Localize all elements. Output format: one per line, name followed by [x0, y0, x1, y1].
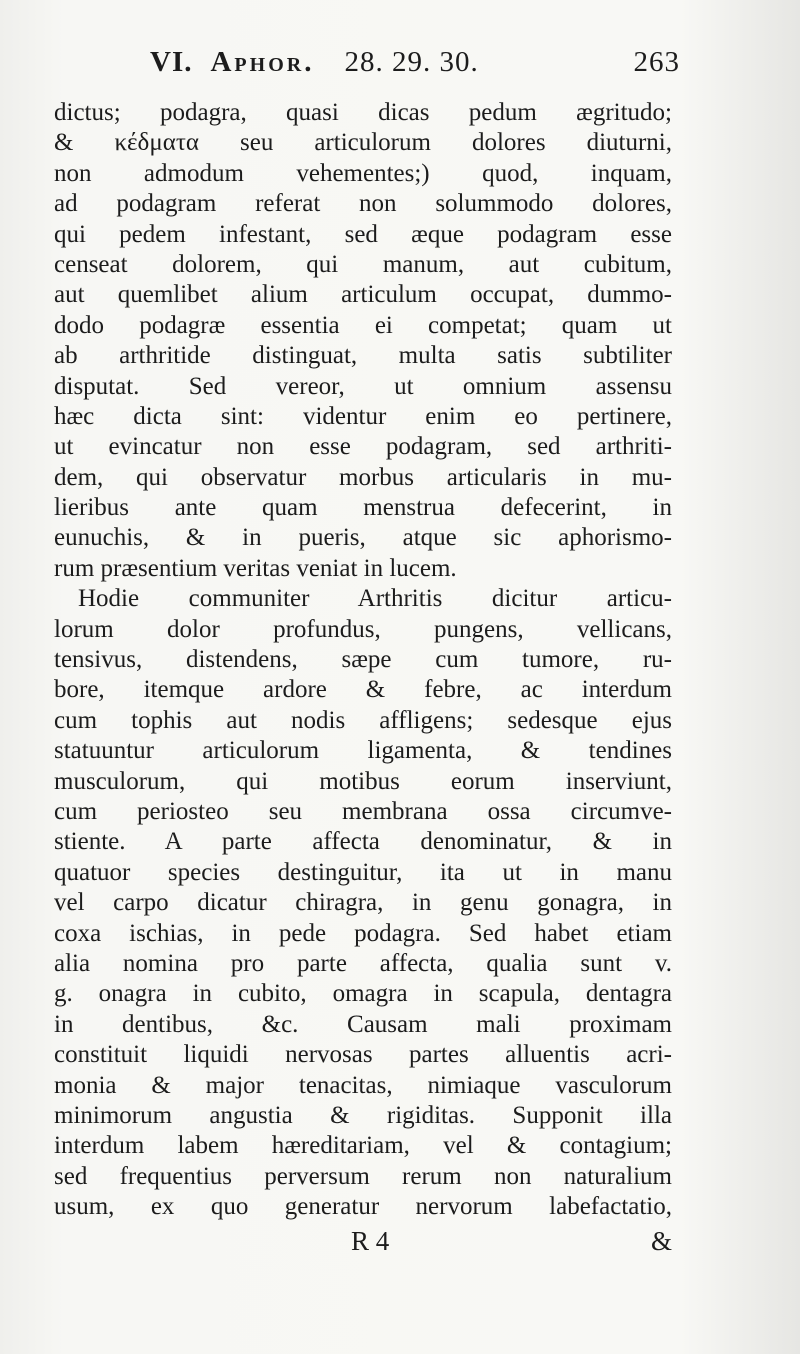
text-line: lieribus ante quam menstrua defecerint, in — [54, 494, 672, 522]
text-line: monia & major tenacitas, nimiaque vasculorum — [54, 1071, 672, 1099]
text-line: statuuntur articulorum ligamenta, & tendines — [54, 737, 672, 765]
signature-mark: R 4 — [351, 1226, 390, 1256]
page-footer — [54, 1226, 672, 1260]
text-line: ad podagram referat non solummodo dolores, — [54, 190, 672, 218]
text-line: alia nomina pro parte affecta, qualia sunt v. — [54, 949, 672, 977]
paragraph-2 — [54, 584, 672, 1222]
text-line: dem, qui observatur morbus articularis in mu- — [54, 463, 672, 491]
section-number: VI. — [150, 46, 193, 78]
aphorism-numbers: 28. 29. 30. — [344, 46, 479, 78]
text-line: quatuor species destinguitur, ita ut in manu — [54, 858, 672, 886]
text-line: dictus; podagra, quasi dicas pedum ægritudo; — [54, 99, 672, 126]
text-line: cum periosteo seu membrana ossa circumve- — [54, 797, 672, 825]
text-line: ab arthritide distinguat, multa satis subtiliter — [54, 342, 672, 370]
text-line: stiente. A parte affecta denominatur, & in — [54, 828, 672, 856]
text-line: hæc dicta sint: videntur enim eo pertinere, — [54, 402, 672, 430]
text-line: eunuchis, & in pueris, atque sic aphorismo- — [54, 524, 672, 552]
text-line: vel carpo dicatur chiragra, in genu gonagra, in — [54, 889, 672, 917]
text-line: aut quemlibet alium articulum occupat, dummo- — [54, 281, 672, 309]
text-line: sed frequentius perversum rerum non naturalium — [54, 1162, 672, 1190]
running-head — [150, 46, 680, 86]
text-line: ut evincatur non esse podagram, sed arthriti- — [54, 433, 672, 461]
page-number: 263 — [633, 46, 680, 78]
body-text — [54, 98, 672, 1222]
text-line: usum, ex quo generatur nervorum labefactatio, — [54, 1193, 672, 1221]
text-line: musculorum, qui motibus eorum inserviunt, — [54, 767, 672, 795]
text-line: rum præsentium veritas veniat in lucem. — [54, 554, 457, 582]
text-line: qui pedem infestant, sed æque podagram esse — [54, 220, 672, 248]
text-line: interdum labem hæreditariam, vel & contagium; — [54, 1132, 672, 1160]
text-line: in dentibus, &c. Causam mali proximam — [54, 1010, 672, 1038]
running-title: Aphor. — [210, 46, 315, 78]
paragraph-1 — [54, 98, 672, 584]
text-line: & κέδματα seu articulorum dolores diuturni, — [54, 129, 672, 157]
text-line: lorum dolor profundus, pungens, vellicans, — [54, 615, 672, 643]
text-line: censeat dolorem, qui manum, aut cubitum, — [54, 250, 672, 278]
text-line: tensivus, distendens, sæpe cum tumore, ru- — [54, 646, 672, 674]
text-line: bore, itemque ardore & febre, ac interdum — [54, 676, 672, 704]
text-line: minimorum angustia & rigiditas. Supponit illa — [54, 1101, 672, 1129]
text-line: Hodie communiter Arthritis dicitur articu- — [78, 585, 672, 613]
text-line: g. onagra in cubito, omagra in scapula, dentagra — [54, 980, 672, 1008]
text-line: non admodum vehementes;) quod, inquam, — [54, 159, 672, 187]
text-line: disputat. Sed vereor, ut omnium assensu — [54, 372, 672, 400]
catchword: & — [650, 1226, 672, 1256]
text-line: dodo podagræ essentia ei competat; quam ut — [54, 311, 672, 339]
text-line: constituit liquidi nervosas partes alluentis acri- — [54, 1041, 672, 1069]
text-line: coxa ischias, in pede podagra. Sed habet etiam — [54, 919, 672, 947]
text-line: cum tophis aut nodis affligens; sedesque ejus — [54, 706, 672, 734]
